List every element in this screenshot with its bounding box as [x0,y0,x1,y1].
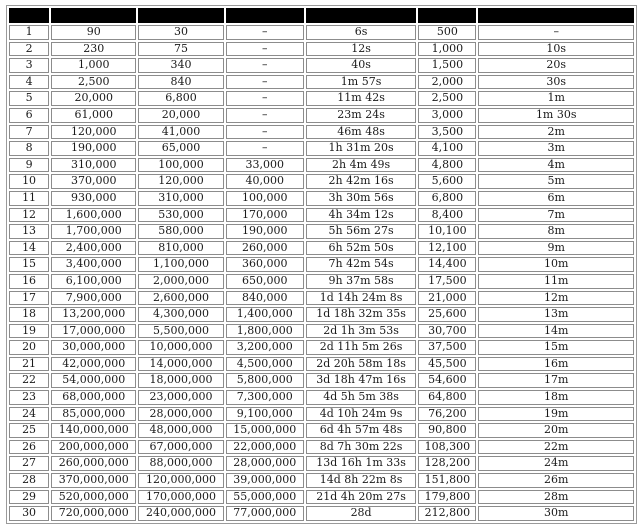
table-row [9,42,634,57]
table-cell: 2d 1h 3m 53s [306,324,416,339]
table-cell: 1m 30s [478,108,634,123]
table-cell: 15m [478,340,634,355]
table-cell: 260,000 [226,241,304,256]
table-cell: 5 [9,91,49,106]
table-cell: 930,000 [51,191,136,206]
table-cell: 22m [478,440,634,455]
header-cell [478,8,634,23]
table-cell: 45,500 [418,357,476,372]
table-cell: 1d 14h 24m 8s [306,291,416,306]
table-cell: 17 [9,291,49,306]
table-cell: 77,000,000 [226,506,304,521]
table-cell: 20 [9,340,49,355]
table-cell: 18,000,000 [138,373,223,388]
table-cell: 28,000,000 [226,456,304,471]
table-cell: 310,000 [51,158,136,173]
table-cell: 28m [478,490,634,505]
table-cell: 22,000,000 [226,440,304,455]
table-cell: – [226,25,304,40]
table-cell: 520,000,000 [51,490,136,505]
table-cell: – [226,75,304,90]
table-cell: 360,000 [226,257,304,272]
table-cell: 5,500,000 [138,324,223,339]
table-cell: 170,000,000 [138,490,223,505]
table-cell: 30,700 [418,324,476,339]
table-cell: 90,800 [418,423,476,438]
table-cell: 30,000,000 [51,340,136,355]
table-cell: 12,100 [418,241,476,256]
table-cell: 3,200,000 [226,340,304,355]
table-cell: 14m [478,324,634,339]
table-cell: 650,000 [226,274,304,289]
table-cell: 11 [9,191,49,206]
table-cell: 29 [9,490,49,505]
table-row [9,473,634,488]
table-cell: 85,000,000 [51,407,136,422]
table-cell: 1,700,000 [51,224,136,239]
table-cell: 19m [478,407,634,422]
table-cell: 2h 42m 16s [306,174,416,189]
table-cell: 340 [138,58,223,73]
table-cell: 6 [9,108,49,123]
table-cell: 11m [478,274,634,289]
level-table-container [6,5,637,524]
table-row [9,423,634,438]
table-cell: 1d 18h 32m 35s [306,307,416,322]
table-cell: 76,200 [418,407,476,422]
table-row [9,25,634,40]
table-cell: 3,500 [418,125,476,140]
table-cell: 4,800 [418,158,476,173]
table-cell: 120,000 [51,125,136,140]
table-cell: 500 [418,25,476,40]
table-cell: 1,800,000 [226,324,304,339]
table-cell: 17,500 [418,274,476,289]
table-cell: 65,000 [138,141,223,156]
table-cell: 21d 4h 20m 27s [306,490,416,505]
header-cell [9,8,49,23]
table-row [9,257,634,272]
table-row [9,174,634,189]
table-cell: 37,500 [418,340,476,355]
table-row [9,208,634,223]
table-cell: 212,800 [418,506,476,521]
header-cell [418,8,476,23]
table-cell: 530,000 [138,208,223,223]
table-cell: 5m [478,174,634,189]
table-cell: 68,000,000 [51,390,136,405]
table-cell: 3,400,000 [51,257,136,272]
header-cell [306,8,416,23]
table-cell: 3,000 [418,108,476,123]
table-cell: 25 [9,423,49,438]
table-cell: 54,600 [418,373,476,388]
table-cell: 55,000,000 [226,490,304,505]
table-row [9,324,634,339]
table-cell: 16 [9,274,49,289]
table-cell: 40s [306,58,416,73]
table-cell: 17m [478,373,634,388]
table-cell: 1m [478,91,634,106]
table-cell: 20,000 [138,108,223,123]
header-cell [51,8,136,23]
table-cell: 3 [9,58,49,73]
table-row [9,340,634,355]
table-cell: 5,600 [418,174,476,189]
table-cell: 30s [478,75,634,90]
table-cell: 7m [478,208,634,223]
table-row [9,506,634,521]
table-cell: 14d 8h 22m 8s [306,473,416,488]
table-cell: 190,000 [51,141,136,156]
table-cell: 88,000,000 [138,456,223,471]
table-cell: 40,000 [226,174,304,189]
table-cell: 19 [9,324,49,339]
table-cell: 200,000,000 [51,440,136,455]
table-cell: 14 [9,241,49,256]
table-header-row [9,8,634,23]
table-cell: 370,000 [51,174,136,189]
table-cell: 370,000,000 [51,473,136,488]
table-cell: 100,000 [138,158,223,173]
table-cell: 230 [51,42,136,57]
table-cell: 9,100,000 [226,407,304,422]
table-cell: 1,400,000 [226,307,304,322]
table-cell: 48,000,000 [138,423,223,438]
table-cell: 28,000,000 [138,407,223,422]
table-row [9,307,634,322]
table-cell: 30m [478,506,634,521]
table-cell: 10,100 [418,224,476,239]
table-row [9,108,634,123]
table-cell: 128,200 [418,456,476,471]
table-cell: 840,000 [226,291,304,306]
table-cell: 21,000 [418,291,476,306]
table-cell: 8m [478,224,634,239]
table-cell: 26 [9,440,49,455]
table-cell: 140,000,000 [51,423,136,438]
table-cell: 179,800 [418,490,476,505]
table-cell: 15,000,000 [226,423,304,438]
table-cell: 2,400,000 [51,241,136,256]
table-cell: 18m [478,390,634,405]
table-cell: 75 [138,42,223,57]
header-cell [226,8,304,23]
table-cell: 90 [51,25,136,40]
table-cell: – [226,125,304,140]
table-cell: 13d 16h 1m 33s [306,456,416,471]
table-cell: 1,600,000 [51,208,136,223]
table-cell: 4d 5h 5m 38s [306,390,416,405]
table-row [9,291,634,306]
table-cell: 27 [9,456,49,471]
table-cell: 1,500 [418,58,476,73]
table-cell: 22 [9,373,49,388]
table-cell: 23 [9,390,49,405]
table-cell: 100,000 [226,191,304,206]
table-cell: 46m 48s [306,125,416,140]
table-row [9,141,634,156]
table-cell: 2d 20h 58m 18s [306,357,416,372]
table-row [9,241,634,256]
table-cell: 41,000 [138,125,223,140]
table-cell: 24m [478,456,634,471]
table-cell: 10 [9,174,49,189]
table-row [9,373,634,388]
table-cell: 120,000,000 [138,473,223,488]
table-cell: 810,000 [138,241,223,256]
table-cell: 39,000,000 [226,473,304,488]
table-cell: 17,000,000 [51,324,136,339]
table-cell: 20s [478,58,634,73]
table-cell: 1,000 [51,58,136,73]
table-cell: – [478,25,634,40]
table-cell: 25,600 [418,307,476,322]
table-cell: 1,000 [418,42,476,57]
table-cell: 310,000 [138,191,223,206]
table-row [9,58,634,73]
table-cell: 54,000,000 [51,373,136,388]
table-row [9,357,634,372]
table-cell: 4d 10h 24m 9s [306,407,416,422]
table-row [9,125,634,140]
table-cell: 120,000 [138,174,223,189]
table-row [9,456,634,471]
table-cell: 14,400 [418,257,476,272]
table-row [9,91,634,106]
table-cell: 6s [306,25,416,40]
header-cell [138,8,223,23]
table-cell: 10,000,000 [138,340,223,355]
table-cell: 28d [306,506,416,521]
table-cell: 5h 56m 27s [306,224,416,239]
table-cell: 7h 42m 54s [306,257,416,272]
table-cell: 4,100 [418,141,476,156]
table-cell: 61,000 [51,108,136,123]
table-cell: 30 [138,25,223,40]
table-cell: 5,800,000 [226,373,304,388]
table-cell: 2,000,000 [138,274,223,289]
table-cell: 64,800 [418,390,476,405]
table-cell: 4,500,000 [226,357,304,372]
table-cell: 23,000,000 [138,390,223,405]
table-cell: 2,000 [418,75,476,90]
table-cell: 15 [9,257,49,272]
table-body [9,25,634,521]
table-cell: 26m [478,473,634,488]
table-cell: 10s [478,42,634,57]
table-cell: 14,000,000 [138,357,223,372]
table-cell: 4 [9,75,49,90]
table-cell: 840 [138,75,223,90]
table-row [9,158,634,173]
table-cell: 580,000 [138,224,223,239]
table-cell: 3d 18h 47m 16s [306,373,416,388]
table-cell: 16m [478,357,634,372]
table-cell: – [226,58,304,73]
table-cell: – [226,108,304,123]
table-row [9,224,634,239]
table-cell: – [226,141,304,156]
table-cell: 1h 31m 20s [306,141,416,156]
table-row [9,274,634,289]
table-cell: 6h 52m 50s [306,241,416,256]
table-cell: 9m [478,241,634,256]
table-cell: 2 [9,42,49,57]
table-cell: 20,000 [51,91,136,106]
table-cell: 4h 34m 12s [306,208,416,223]
table-cell: 7,300,000 [226,390,304,405]
table-cell: 11m 42s [306,91,416,106]
table-cell: 8d 7h 30m 22s [306,440,416,455]
table-row [9,407,634,422]
table-cell: 1 [9,25,49,40]
table-cell: 2d 11h 5m 26s [306,340,416,355]
table-cell: 6,100,000 [51,274,136,289]
table-cell: 2m [478,125,634,140]
table-cell: 9 [9,158,49,173]
table-cell: 7 [9,125,49,140]
table-cell: 4m [478,158,634,173]
table-cell: 720,000,000 [51,506,136,521]
table-cell: 3m [478,141,634,156]
table-cell: – [226,42,304,57]
table-cell: 2,500 [51,75,136,90]
table-cell: 13m [478,307,634,322]
table-cell: 18 [9,307,49,322]
table-cell: 12 [9,208,49,223]
table-cell: 6d 4h 57m 48s [306,423,416,438]
table-cell: 7,900,000 [51,291,136,306]
table-cell: 12s [306,42,416,57]
table-cell: 20m [478,423,634,438]
table-cell: – [226,91,304,106]
table-row [9,440,634,455]
table-cell: 12m [478,291,634,306]
table-cell: 21 [9,357,49,372]
table-row [9,75,634,90]
table-cell: 23m 24s [306,108,416,123]
table-cell: 260,000,000 [51,456,136,471]
table-cell: 8 [9,141,49,156]
table-cell: 6,800 [138,91,223,106]
table-cell: 240,000,000 [138,506,223,521]
table-cell: 67,000,000 [138,440,223,455]
table-cell: 24 [9,407,49,422]
table-row [9,490,634,505]
table-cell: 170,000 [226,208,304,223]
level-table [6,5,637,524]
table-cell: 10m [478,257,634,272]
table-cell: 151,800 [418,473,476,488]
table-cell: 190,000 [226,224,304,239]
table-cell: 13 [9,224,49,239]
table-row [9,191,634,206]
table-cell: 108,300 [418,440,476,455]
table-cell: 30 [9,506,49,521]
table-cell: 1,100,000 [138,257,223,272]
table-cell: 33,000 [226,158,304,173]
table-cell: 1m 57s [306,75,416,90]
table-cell: 6m [478,191,634,206]
table-cell: 6,800 [418,191,476,206]
table-cell: 3h 30m 56s [306,191,416,206]
table-cell: 2h 4m 49s [306,158,416,173]
table-cell: 2,500 [418,91,476,106]
table-cell: 28 [9,473,49,488]
table-cell: 8,400 [418,208,476,223]
table-cell: 2,600,000 [138,291,223,306]
table-cell: 42,000,000 [51,357,136,372]
table-cell: 9h 37m 58s [306,274,416,289]
table-cell: 13,200,000 [51,307,136,322]
table-cell: 4,300,000 [138,307,223,322]
table-row [9,390,634,405]
